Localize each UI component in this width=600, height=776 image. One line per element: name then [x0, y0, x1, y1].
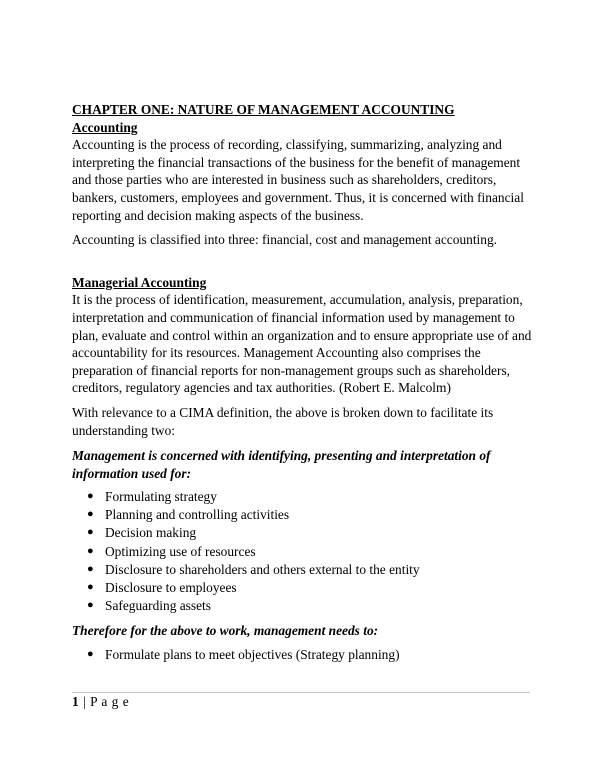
page-footer [72, 694, 129, 710]
list-item [72, 561, 532, 579]
management-needs-emphasis: Therefore for the above to work, management needs to: [72, 623, 379, 639]
bullet-icon: ● [87, 526, 94, 539]
chapter-title: CHAPTER ONE: NATURE OF MANAGEMENT ACCOUNTING [72, 102, 455, 117]
list-item [72, 646, 532, 664]
list-item-text: Decision making [105, 525, 197, 541]
document-page [72, 101, 532, 664]
list-item [72, 488, 532, 506]
list-item [72, 579, 532, 597]
management-needs-list [72, 646, 532, 664]
list-item-text: Disclosure to shareholders and others external to the entity [105, 561, 420, 577]
management-uses-list [72, 488, 532, 614]
section-heading-accounting: Accounting [72, 119, 138, 135]
bullet-icon: ● [87, 490, 94, 503]
list-item-text: Formulate plans to meet objectives (Strategy planning) [105, 647, 400, 663]
list-item-text: Disclosure to employees [105, 579, 237, 595]
footer-divider [72, 692, 530, 693]
managerial-accounting-definition-paragraph: It is the process of identification, measurement, accumulation, analysis, preparation, interpretation and communication of financial information used by management to plan, evaluate and control within an organization and to ensure appropriate use of and accountability for its resources. Management Accounting also comprises the preparation of financial reports for non-management groups such as shareholders, creditors, regulatory agencies and tax authorities. (Robert E. Malcolm) [72, 292, 532, 396]
bullet-icon: ● [87, 648, 94, 661]
footer-separator: | [79, 694, 91, 709]
bullet-icon: ● [87, 562, 94, 575]
management-concerned-emphasis: Management is concerned with identifying, presenting and interpretation of information used for: [72, 448, 491, 481]
list-item-text: Formulating strategy [105, 489, 217, 505]
list-item [72, 597, 532, 615]
list-item [72, 506, 532, 524]
bullet-icon: ● [87, 508, 94, 521]
list-item-text: Optimizing use of resources [105, 543, 256, 559]
bullet-icon: ● [87, 544, 94, 557]
accounting-classification-paragraph: Accounting is classified into three: financial, cost and management accounting. [72, 232, 498, 248]
bullet-icon: ● [87, 580, 94, 593]
cima-paragraph: With relevance to a CIMA definition, the above is broken down to facilitate its understanding two: [72, 404, 494, 438]
page-number: 1 [72, 694, 80, 709]
list-item [72, 543, 532, 561]
accounting-definition-paragraph: Accounting is the process of recording, classifying, summarizing, analyzing and interpreting the financial transactions of the business for the benefit of management and those parties who are interested in business such as shareholders, creditors, bankers, customers, employees and government. Thus, it is concerned with financial reporting and decision making aspects of the business. [72, 137, 524, 223]
section-heading-managerial-accounting: Managerial Accounting [72, 274, 207, 290]
page-label: P a g e [90, 694, 130, 709]
list-item-text: Safeguarding assets [105, 597, 211, 613]
list-item-text: Planning and controlling activities [105, 507, 290, 523]
bullet-icon: ● [87, 598, 94, 611]
list-item [72, 524, 532, 542]
